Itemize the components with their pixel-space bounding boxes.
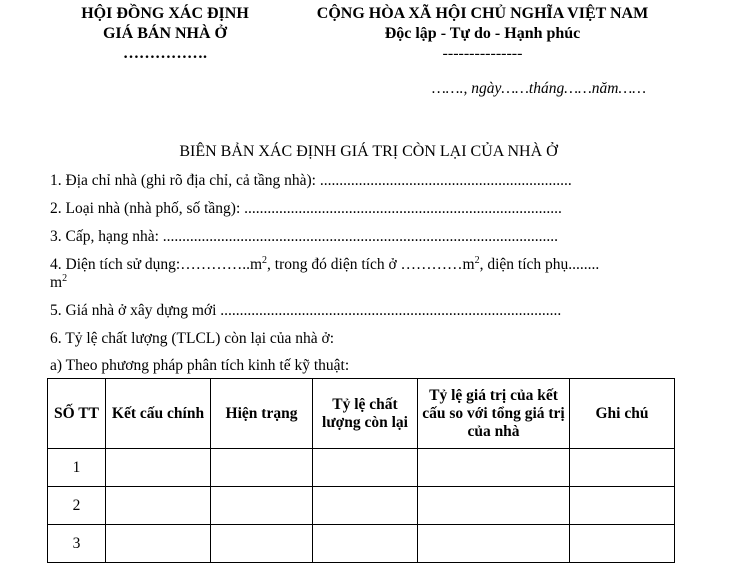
area-sup-1: 2 bbox=[262, 254, 268, 266]
table-cell[interactable] bbox=[211, 449, 313, 487]
organization-block bbox=[40, 4, 290, 64]
table-cell[interactable] bbox=[106, 449, 211, 487]
area-unit-text: m bbox=[50, 274, 63, 291]
table-cell[interactable] bbox=[570, 449, 675, 487]
col-header-structure: Kết cấu chính bbox=[106, 379, 211, 449]
item-quality-ratio: 6. Tỷ lệ chất lượng (TLCL) còn lại của nhà ở: bbox=[50, 330, 335, 347]
area-text-c: , diện tích phụ........ bbox=[479, 256, 600, 273]
motto: Độc lập - Tự do - Hạnh phúc bbox=[384, 25, 581, 42]
table-row bbox=[48, 487, 675, 525]
item-address: 1. Địa chỉ nhà (ghi rõ địa chỉ, cả tầng nhà): ................................................................. bbox=[50, 172, 572, 189]
col-header-no: SỐ TT bbox=[48, 379, 106, 449]
table-cell[interactable] bbox=[106, 525, 211, 563]
col-header-notes: Ghi chú bbox=[570, 379, 675, 449]
item-house-grade: 3. Cấp, hạng nhà: ...................................................................................................... bbox=[50, 228, 559, 245]
row-number: 3 bbox=[48, 525, 106, 563]
row-number: 1 bbox=[48, 449, 106, 487]
org-name-line2: GIÁ BÁN NHÀ Ở bbox=[102, 25, 227, 42]
area-sup-2: 2 bbox=[474, 254, 480, 266]
table-cell[interactable] bbox=[570, 487, 675, 525]
org-name-line1: HỘI ĐỒNG XÁC ĐỊNH bbox=[81, 5, 249, 22]
document-title: BIÊN BẢN XÁC ĐỊNH GIÁ TRỊ CÒN LẠI CỦA NHÀ Ở bbox=[179, 143, 558, 160]
col-header-status: Hiện trạng bbox=[211, 379, 313, 449]
table-cell[interactable] bbox=[418, 449, 570, 487]
table-cell[interactable] bbox=[313, 525, 418, 563]
col-header-value-ratio: Tỷ lệ giá trị của kết cấu so với tổng giá trị của nhà bbox=[418, 379, 570, 449]
table-row bbox=[48, 525, 675, 563]
table-cell[interactable] bbox=[418, 525, 570, 563]
area-text-b: , trong đó diện tích ở …………m bbox=[267, 256, 475, 273]
row-number: 2 bbox=[48, 487, 106, 525]
date-line: ……., ngày……tháng……năm…… bbox=[432, 80, 647, 97]
table-cell[interactable] bbox=[313, 449, 418, 487]
table-header-row bbox=[48, 379, 675, 449]
quality-table bbox=[47, 378, 675, 563]
country-name: CỘNG HÒA XÃ HỘI CHỦ NGHĨA VIỆT NAM bbox=[316, 5, 649, 22]
item-house-type: 2. Loại nhà (nhà phố, số tầng): .................................................................................. bbox=[50, 200, 562, 217]
item-area bbox=[50, 256, 599, 274]
table-cell[interactable] bbox=[418, 487, 570, 525]
area-sup-3: 2 bbox=[62, 272, 68, 284]
table-cell[interactable] bbox=[313, 487, 418, 525]
table-cell[interactable] bbox=[570, 525, 675, 563]
table-cell[interactable] bbox=[106, 487, 211, 525]
col-header-remaining-quality: Tỷ lệ chất lượng còn lại bbox=[313, 379, 418, 449]
area-text-a: 4. Diện tích sử dụng:…………..m bbox=[50, 256, 263, 273]
item-area-unit bbox=[50, 274, 67, 292]
national-motto-block bbox=[290, 4, 675, 64]
table-cell[interactable] bbox=[211, 525, 313, 563]
org-dots: ……………. bbox=[123, 45, 207, 62]
item-new-build-price: 5. Giá nhà ở xây dựng mới ........................................................................................ bbox=[50, 302, 562, 319]
table-cell[interactable] bbox=[211, 487, 313, 525]
motto-underline: --------------- bbox=[442, 45, 523, 62]
table-row bbox=[48, 449, 675, 487]
item-method-a: a) Theo phương pháp phân tích kinh tế kỹ thuật: bbox=[50, 357, 350, 374]
